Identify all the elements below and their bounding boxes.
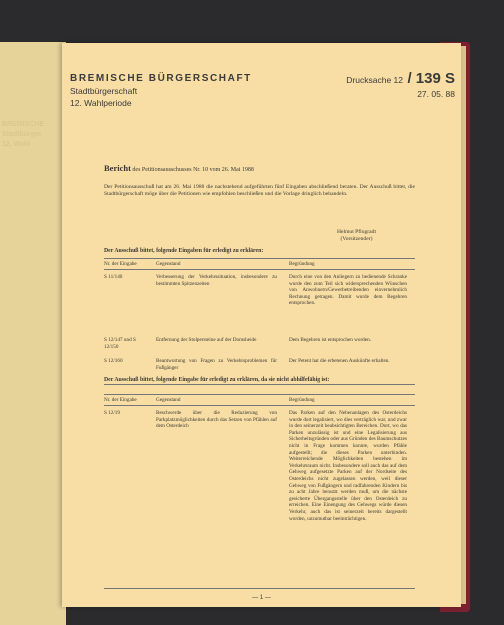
underlying-page-bleed: BREMISCHE Stadtbürger 12. Wahl	[2, 121, 45, 148]
drucksache-number: / 139 S	[407, 70, 455, 87]
cell-gegenstand: Verbesserung der Verkehrssituation, insbesondere zu bestimmten Spitzenzeiten	[156, 274, 277, 287]
column-header-gegenstand: Gegenstand	[156, 260, 181, 267]
parliament-name: BREMISCHE BÜRGERSCHAFT	[70, 73, 252, 84]
cell-begruendung: Der Petent hat die erbetenen Auskünfte erhalten.	[289, 358, 390, 364]
cell-gegenstand: Beantwortung von Fragen zu Verkehrsproblemen für Fußgänger	[156, 358, 277, 371]
table-header	[104, 258, 415, 270]
report-title-rest: des Petitionsausschusses Nr. 10 vom 26. Mai 1988	[132, 167, 254, 173]
signature-block	[337, 229, 376, 243]
column-header-begruendung: Begründung	[289, 260, 315, 267]
cell-begruendung: Dem Begehren ist entsprochen worden.	[289, 337, 371, 343]
section2-table	[104, 394, 415, 522]
column-header-nr: Nr. der Eingabe	[104, 260, 137, 267]
report-title-main: Bericht	[104, 163, 131, 173]
letterhead	[70, 73, 252, 108]
section1-heading: Der Ausschuß bittet, folgende Eingaben für erledigt zu erklären:	[104, 248, 264, 254]
cell-begruendung: Das Parken auf den Nebenanlagen des Osterdeichs wurde dort legalisiert, wo dies verträglich war, und zwar in den seinerzeit beabsichtigten Bereichen. Dort, wo das Parken unzulässig ist und eine Legalisierung aus Sicherheitsgründen oder aus Gründen des Baumschutzes nicht in Frage kommen konnte, wurden Pfähle aufgestellt; die dieses Parken unterbinden. Weiterreichende Möglichkeiten bestehen im Verkehrsraum nicht. Insbesondere soll auch das auf dem Gehweg aufgesetzte Parken auf der Nordseite des Osterdeichs nicht zugelassen werden, weil dieser Gehweg von Fußgängern und radfahrenden Kindern bis zu acht Jahre benutzt werden muß, um die nächste gesicherte Übergangsstelle über den Osterdeich zu erreichen. Eine Einengung des Gehwegs würde diesen Verkehr, auch das ist seinerzeit bereits dargestellt worden, unzumutbar beeinträchtigen.	[289, 410, 407, 522]
section1-table	[104, 258, 415, 371]
cell-nr: S 12/147 und S 12/150	[104, 337, 136, 350]
document-date: 27. 05. 88	[417, 89, 455, 99]
underlying-page	[0, 42, 66, 625]
section2-heading: Der Ausschuß bittet, folgende Eingabe für erledigt zu erklären, da sie nicht abhilfefähig ist:	[104, 377, 330, 383]
signer-name: Helmut Pflugradt	[337, 229, 376, 235]
cell-nr: S 12/19	[104, 410, 120, 416]
cell-gegenstand: Entfernung der Stolpersteine auf der Domsheide	[156, 337, 257, 343]
cell-begruendung: Durch eine von den Anliegern zu bedienende Schranke wurde den zum Teil sich widersprechenden Wünschen von Anwohnern/Gewerbetreibenden einvernehmlich Rechnung getragen. Damit wurde dem Begehren entsprochen.	[289, 274, 407, 307]
document-id	[346, 70, 455, 99]
page-number: — 1 —	[252, 595, 271, 601]
parliament-body: Stadtbürgerschaft	[70, 86, 138, 96]
column-header-begruendung: Begründung	[289, 396, 315, 403]
table-bottom-rule	[104, 588, 415, 589]
table-header	[104, 394, 415, 406]
intro-paragraph: Der Petitionsausschuß hat am 26. Mai 1988 die nachstehend aufgeführten fünf Eingaben abschließend beraten. Der Ausschuß bittet, die Stadtbürgerschaft möge über die Petitionen wie empfohlen beschließen und die Vorlage dringlich behandeln.	[104, 184, 415, 198]
signer-role: (Vorsitzender)	[340, 236, 373, 242]
column-header-gegenstand: Gegenstand	[156, 396, 181, 403]
cell-nr: S 12/160	[104, 358, 123, 364]
cell-gegenstand: Beschwerde über die Reduzierung von Parkplatzmöglichkeiten durch das Setzen von Pfählen auf dem Osterdeich	[156, 410, 277, 430]
election-period: 12. Wahlperiode	[70, 98, 132, 108]
cell-nr: S 11/140	[104, 274, 123, 280]
drucksache-label: Drucksache 12	[346, 75, 403, 85]
page-stack-edge	[461, 46, 466, 604]
column-header-nr: Nr. der Eingabe	[104, 396, 137, 403]
document-page	[62, 43, 461, 607]
report-title	[104, 163, 254, 173]
